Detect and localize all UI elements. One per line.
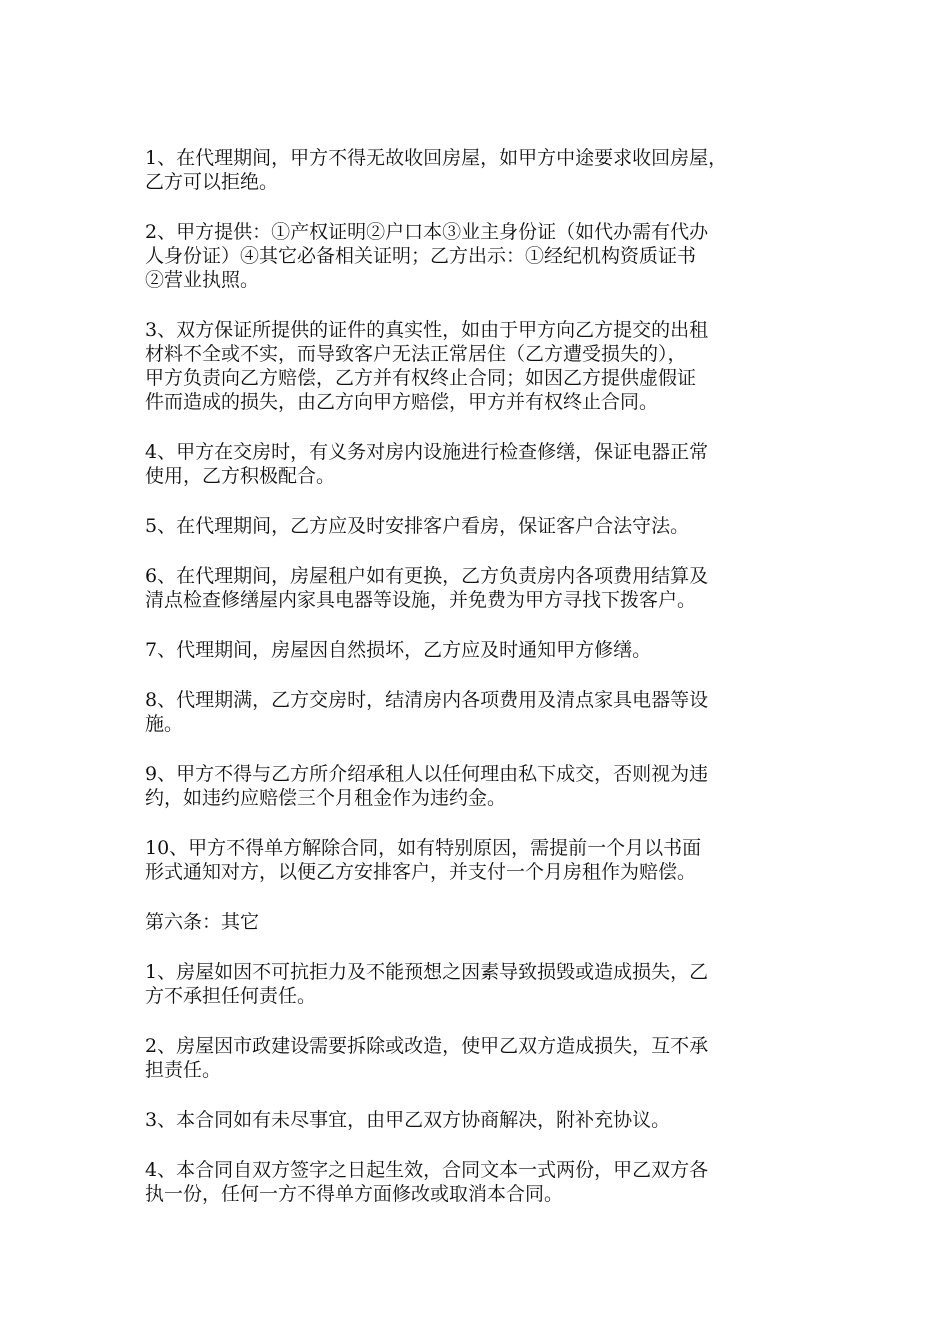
clause-3: 3、双方保证所提供的证件的真实性，如由于甲方向乙方提交的出租 材料不全或不实，而导致客户无法正常居住（乙方遭受损失的）， 甲方负责向乙方赔偿，乙方并有权终止合同；如因乙方提供虚假证 件而造成的损失，由乙方向甲方赔偿，甲方并有权终止合同。 bbox=[145, 319, 709, 413]
article-6-clause-3: 3、本合同如有未尽事宜，由甲乙双方协商解决，附补充协议。 bbox=[145, 1109, 671, 1131]
clause-2: 2、甲方提供：①产权证明②户口本③业主身份证（如代办需有代办 人身份证）④其它必备相关证明；乙方出示：①经纪机构资质证书 ②营业执照。 bbox=[145, 221, 709, 291]
clause-8: 8、代理期满，乙方交房时，结清房内各项费用及清点家具电器等设 施。 bbox=[145, 689, 709, 735]
article-6-clause-1: 1、房屋如因不可抗拒力及不能预想之因素导致损毁或造成损失，乙 方不承担任何责任。 bbox=[145, 961, 709, 1007]
section-heading-article-6: 第六条：其它 bbox=[145, 911, 260, 933]
clause-6: 6、在代理期间，房屋租户如有更换，乙方负责房内各项费用结算及 清点检查修缮屋内家具电器等设施，并免费为甲方寻找下拨客户。 bbox=[145, 565, 709, 611]
article-6-clause-4: 4、本合同自双方签字之日起生效，合同文本一式两份，甲乙双方各 执一份，任何一方不得单方面修改或取消本合同。 bbox=[145, 1159, 709, 1205]
clause-10: 10、甲方不得单方解除合同，如有特别原因，需提前一个月以书面 形式通知对方，以便乙方安排客户，并支付一个月房租作为赔偿。 bbox=[145, 837, 702, 883]
article-6-clause-2: 2、房屋因市政建设需要拆除或改造，使甲乙双方造成损失，互不承 担责任。 bbox=[145, 1035, 709, 1081]
clause-5: 5、在代理期间，乙方应及时安排客户看房，保证客户合法守法。 bbox=[145, 515, 690, 537]
clause-7: 7、代理期间，房屋因自然损坏，乙方应及时通知甲方修缮。 bbox=[145, 639, 652, 661]
clause-9: 9、甲方不得与乙方所介绍承租人以任何理由私下成交，否则视为违 约，如违约应赔偿三个月租金作为违约金。 bbox=[145, 763, 709, 809]
clause-4: 4、甲方在交房时，有义务对房内设施进行检查修缮，保证电器正常 使用，乙方积极配合。 bbox=[145, 441, 709, 487]
clause-1: 1、在代理期间，甲方不得无故收回房屋，如甲方中途要求收回房屋， 乙方可以拒绝。 bbox=[145, 147, 728, 193]
document-page bbox=[145, 146, 825, 1232]
